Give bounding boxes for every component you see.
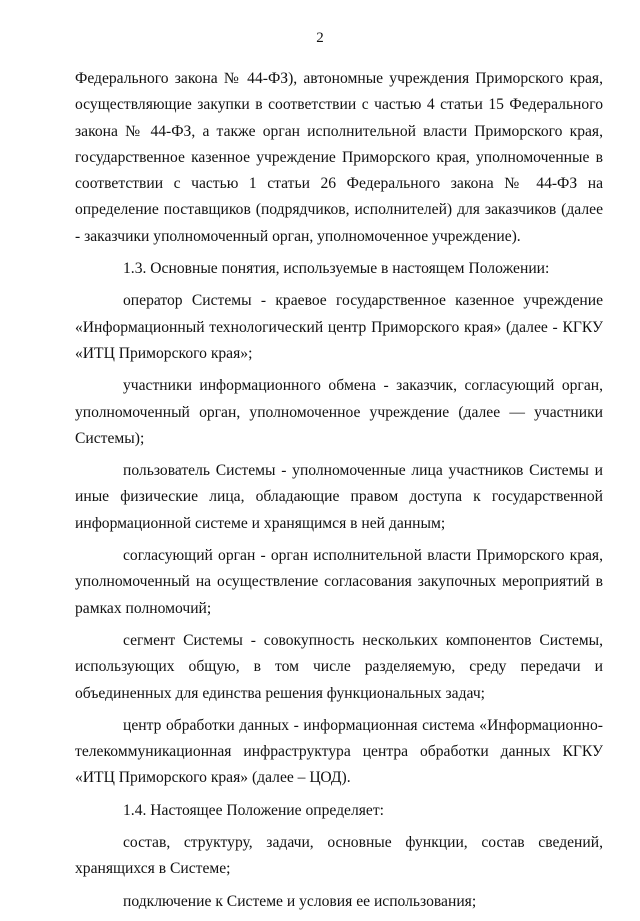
document-body bbox=[75, 66, 603, 921]
paragraph-continuation: Федерального закона № 44-ФЗ), автономные учреждения Приморского края, осуществляющие закупки в соответствии с частью 4 статьи 15 Федерального закона № 44-ФЗ, а также орган исполнительной власти Приморского края, государственное казенное учреждение Приморского края, уполномоченные в соответствии с частью 1 статьи 26 Федерального закона № 44-ФЗ на определение поставщиков (подрядчиков, исполнителей) для заказчиков (далее - заказчики уполномоченный орган, уполномоченное учреждение). bbox=[75, 70, 603, 245]
list-item-connection: подключение к Системе и условия ее использования; bbox=[123, 892, 477, 910]
definition-approving-body: согласующий орган - орган исполнительной власти Приморского края, уполномоченный на осуществление согласования закупочных мероприятий в рамках полномочий; bbox=[75, 547, 603, 617]
definition-system-operator: оператор Системы - краевое государственное казенное учреждение «Информационный технологический центр Приморского края» (далее - КГКУ «ИТЦ Приморского края»; bbox=[75, 292, 603, 362]
list-item-composition: состав, структуру, задачи, основные функции, состав сведений, хранящихся в Системе; bbox=[75, 834, 603, 878]
section-heading-1-3: 1.3. Основные понятия, используемые в настоящем Положении: bbox=[123, 260, 550, 278]
definition-exchange-participants: участники информационного обмена - заказчик, согласующий орган, уполномоченный орган, уполномоченное учреждение (далее — участники Системы); bbox=[75, 377, 603, 447]
definition-data-center: центр обработки данных - информационная система «Информационно-телекоммуникационная инфраструктура центра обработки данных КГКУ «ИТЦ Приморского края» (далее – ЦОД). bbox=[75, 716, 603, 787]
definition-system-segment: сегмент Системы - совокупность нескольких компонентов Системы, использующих общую, в том числе разделяемую, среду передачи и объединенных для единства решения функциональных задач; bbox=[75, 631, 603, 702]
page-number: 2 bbox=[316, 30, 324, 46]
section-heading-1-4: 1.4. Настоящее Положение определяет: bbox=[123, 801, 384, 819]
definition-system-user: пользователь Системы - уполномоченные лица участников Системы и иные физические лица, обладающие правом доступа к государственной информационной системе и хранящимся в ней данным; bbox=[75, 462, 603, 532]
